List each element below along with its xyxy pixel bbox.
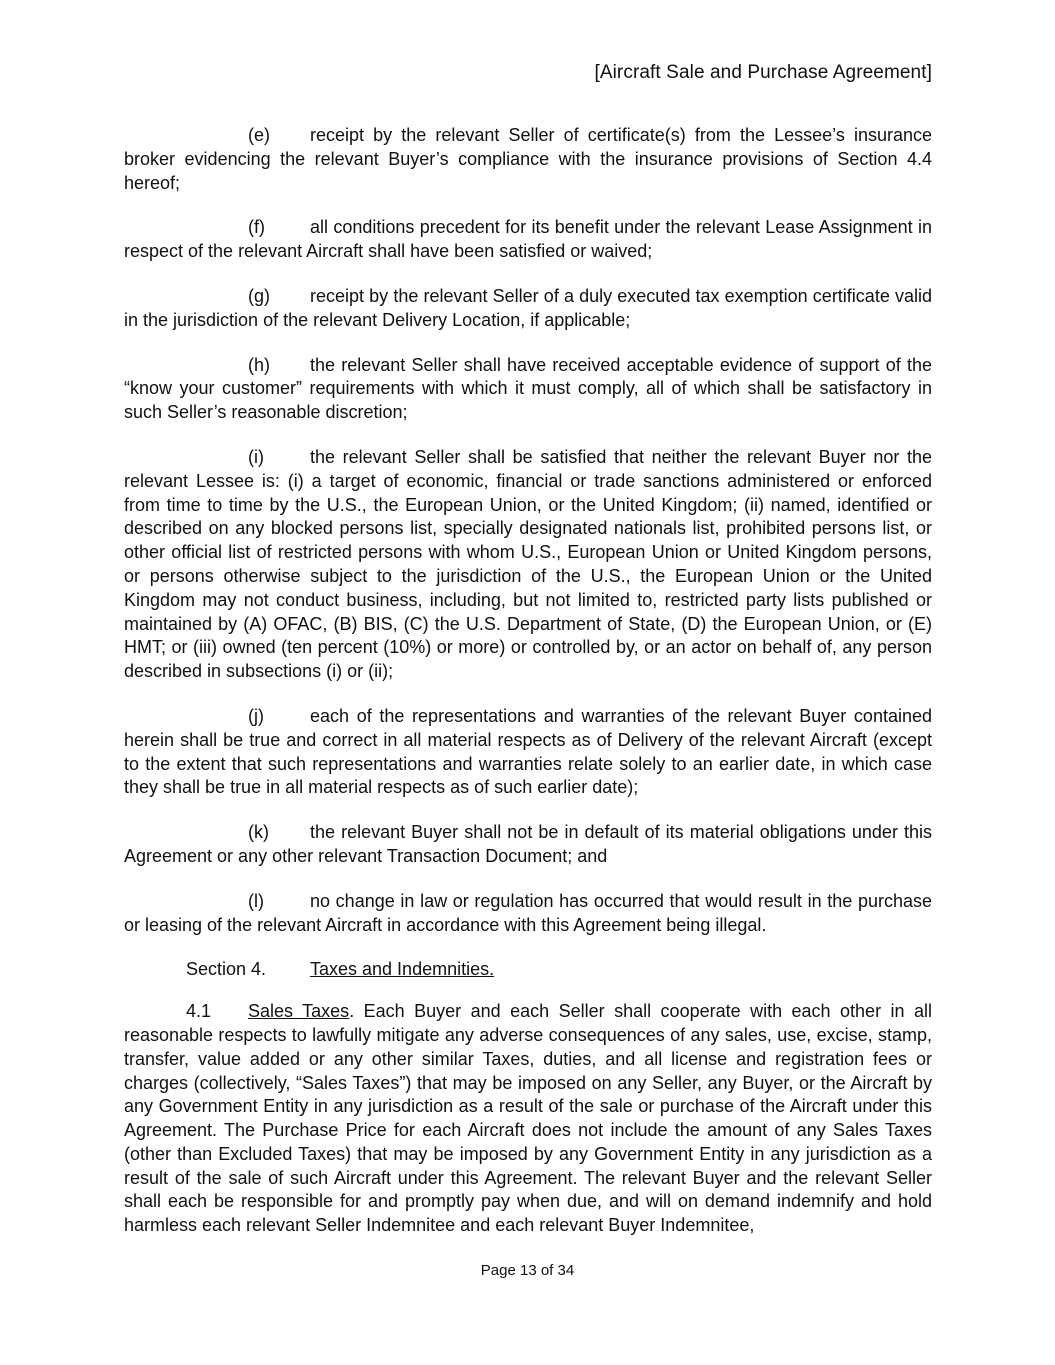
condition-text: no change in law or regulation has occurred that would result in the purchase or leasing of the relevant Aircraft in accordance with this Agreement being illegal. (124, 890, 932, 935)
condition-j (124, 705, 932, 800)
subsection-title: Sales Taxes (248, 1001, 350, 1022)
condition-text: the relevant Buyer shall not be in default of its material obligations under this Agreement or any other relevant Transaction Document; and (124, 822, 932, 866)
condition-f (124, 216, 932, 264)
condition-marker: (g) (248, 285, 270, 306)
condition-marker: (l) (248, 890, 264, 911)
condition-marker: (i) (248, 446, 264, 467)
condition-i (124, 446, 932, 684)
condition-k (124, 821, 932, 869)
section-title: Taxes and Indemnities. (310, 959, 495, 980)
condition-text: receipt by the relevant Seller of a duly executed tax exemption certificate valid in the jurisdiction of the relevant Delivery Location, if applicable; (124, 285, 932, 330)
condition-marker: (j) (248, 705, 264, 726)
condition-text: receipt by the relevant Seller of certificate(s) from the Lessee’s insurance broker evidencing the relevant Buyer’s compliance with the insurance provisions of Section 4.4 hereof; (124, 125, 932, 193)
section-number: Section 4. (186, 959, 267, 980)
document-header: [Aircraft Sale and Purchase Agreement] (594, 62, 932, 83)
condition-l (124, 890, 932, 938)
condition-marker: (k) (248, 822, 269, 843)
condition-marker: (f) (248, 217, 265, 238)
document-body (124, 124, 932, 1238)
condition-text: the relevant Seller shall have received acceptable evidence of support of the “know your customer” requirements with which it must comply, all of which shall be satisfactory in such Seller’s reasonable discretion; (124, 354, 932, 423)
subsection-number: 4.1 (186, 1001, 212, 1022)
condition-g (124, 285, 932, 333)
condition-marker: (h) (248, 354, 270, 375)
condition-text: all conditions precedent for its benefit under the relevant Lease Assignment in respect of the relevant Aircraft shall have been satisfied or waived; (124, 217, 932, 262)
condition-marker: (e) (248, 125, 270, 145)
subsection-4-1 (124, 1000, 932, 1238)
page-number: Page 13 of 34 (480, 1262, 575, 1279)
section-heading (186, 958, 932, 982)
subsection-text: . Each Buyer and each Seller shall cooperate with each other in all reasonable respects to lawfully mitigate any adverse consequences of any sales, use, excise, stamp, transfer, value added or any other similar Taxes, duties, and all license and registration fees or charges (collectively, “Sales Taxes”) that may be imposed on any Seller, any Buyer, or the Aircraft by any Government Entity in any jurisdiction as a result of the sale or purchase of the Aircraft under this Agreement. The Purchase Price for each Aircraft does not include the amount of any Sales Taxes (other than Excluded Taxes) that may be imposed by any Government Entity in any jurisdiction as a result of the sale of such Aircraft under this Agreement. The relevant Buyer and the relevant Seller shall each be responsible for and promptly pay when due, and will on demand indemnify and hold harmless each relevant Seller Indemnitee and each relevant Buyer Indemnitee, (124, 1001, 932, 1236)
condition-text: each of the representations and warranties of the relevant Buyer contained herein shall be true and correct in all material respects as of Delivery of the relevant Aircraft (except to the extent that such representations and warranties relate solely to an earlier date, in which case they shall be true in all material respects as of such earlier date); (124, 705, 932, 798)
condition-h (124, 354, 932, 425)
condition-text: the relevant Seller shall be satisfied that neither the relevant Buyer nor the relevant Lessee is: (i) a target of economic, financial or trade sanctions administered or enforced from time to time by the U.S., the European Union, or the United Kingdom; (ii) named, identified or described on any blocked persons list, specially designated nationals list, prohibited persons list, or other official list of restricted persons with whom U.S., European Union or United Kingdom persons, or persons otherwise subject to the jurisdiction of the U.S., the European Union or the United Kingdom may not conduct business, including, but not limited to, restricted party lists published or maintained by (A) OFAC, (B) BIS, (C) the U.S. Department of State, (D) the European Union, or (E) HMT; or (iii) owned (ten percent (10%) or more) or controlled by, or an actor on behalf of, any person described in subsections (i) or (ii); (124, 446, 932, 682)
condition-e (124, 124, 932, 195)
